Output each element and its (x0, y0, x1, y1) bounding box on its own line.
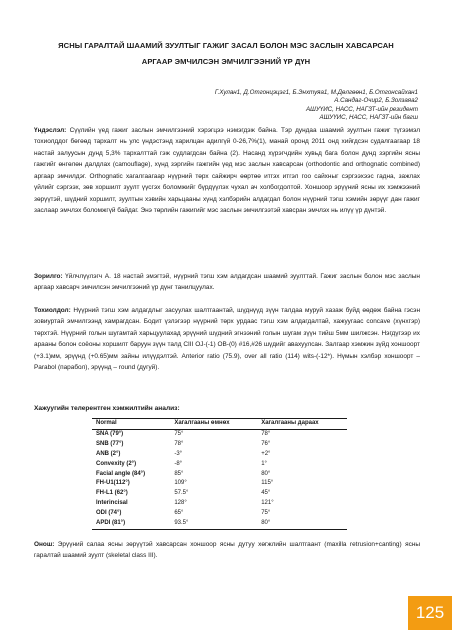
title-line-1: ЯСНЫ ГАРАЛТАЙ ШААМИЙ ЗУУЛТЫГ ГАЖИГ ЗАСАЛ БОЛОН МЭС ЗАСЛЫН ХАВСАРСАН (58, 41, 394, 50)
table-header-before: Хагалгааны өмнөх (170, 419, 257, 430)
case-paragraph (34, 305, 420, 374)
table-cell: 80° (257, 519, 347, 529)
table-row (92, 479, 347, 489)
intro-paragraph (34, 125, 420, 217)
table-cell: Convexity (2°) (96, 460, 137, 467)
table-cell: -8° (174, 460, 183, 467)
table-cell: FH-L1 (62°) (96, 490, 128, 497)
table-cell: APDI (81°) (92, 519, 170, 529)
table-row (92, 509, 347, 519)
table-cell: 57.5° (174, 490, 189, 497)
table-header-normal: Normal (92, 419, 170, 430)
table-header-after: Хагалгааны дараах (257, 419, 347, 430)
table-cell: 80° (261, 470, 271, 477)
table-cell: 78° (261, 430, 271, 437)
page-number-badge (408, 596, 452, 630)
table-cell: SNB (77°) (96, 440, 124, 447)
table-cell: 93.5° (170, 519, 257, 529)
table-cell: 128° (174, 500, 187, 507)
table-row (92, 450, 347, 460)
table-cell: +2° (261, 450, 271, 457)
table-cell: 115° (261, 480, 274, 487)
table-cell: 78° (174, 440, 184, 447)
table-cell: 75° (174, 430, 184, 437)
table-cell: Interincisal (96, 500, 128, 507)
diagnosis-text: Эрүүний салаа ясны зөрүүтэй хавсарсан хоншоор ясны дутуу хөгжлийн шалтгаант (maxilla retrusion+canting) ясны гаралтай шаамий зуулт (skeletal class III). (34, 541, 420, 560)
table-cell: SNA (79°) (96, 430, 124, 437)
author-block (215, 89, 418, 123)
goal-paragraph (34, 271, 420, 294)
table-cell: 75° (261, 510, 271, 517)
table-cell: 85° (174, 470, 184, 477)
table-row (92, 489, 347, 499)
intro-label: Үндэслэл: (34, 127, 67, 134)
author-affiliation-1: АШУҮИС, НАСС, НАГЗТ-ийн резидент (306, 105, 418, 113)
diagnosis-paragraph (34, 539, 420, 562)
table-cell: 1° (261, 460, 267, 467)
table-row (92, 429, 347, 439)
table-cell: 45° (261, 490, 271, 497)
table-cell: 121° (261, 500, 274, 507)
table-cell: -3° (174, 450, 183, 457)
table-row (92, 460, 347, 470)
table-cell: 76° (261, 440, 271, 447)
table-row (92, 470, 347, 480)
table-row (92, 519, 347, 529)
intro-text: Сүүлийн үед гажиг заслын эмчилгээний хэрэгцээ нэмэгдэж байна. Тэр дундаа шаамий зуултын гажиг түгээмэл тохиолддог бөгөөд тархалт нь улс үндэстэнд харилцан адилгүй 0-26,7%(1), манай оронд 2011 онд хийгдсэн судалгаагаар 18 настай залуусын дунд 5,3% тархалттай гэж судлагдсан байна (2). Насанд хүрэгчдийн хувьд бага болон дунд зэргийн ясны гажгийг өнгөлөн далдлах (camouflage), хүнд зэргийн гажгийн үед мэс заслын хавсарсан (orthodontic and orthognatic combined) аргаар эмчилдэг. Orthognatic хагалгаагаар нүүрний төрх сайжирч өөртөө итгэх итгэл гоо сайхныг сэргээхээс гадна, зажлах үйлийг сэргээх, зөв хоршилт зуулт үүсгэх боломжийг бүрдүүлэх чухал ач холбогдолтой. Хоншоор эрүүний ясны их хэмжээний зөрүүтэй, шүдний хоршилт, зуултын хэвийн харьцааны хүнд хэлбэрийн алдагдал болон нүүрний тэгш хэмийн зөрүүг дан гажиг заслаар эмчлэх боломжгүй байдаг. Энэ төрлийн гажигийг мэс заслын эмчилгээтэй хавсран эмчлэх нь илүү үр дүнтэй. (34, 127, 420, 215)
table-heading: Хажуугийн телерентген хэмжилтийн анализ: (34, 405, 180, 412)
table-cell: 109° (174, 480, 187, 487)
goal-label: Зорилго: (34, 273, 63, 280)
cephalometric-table (92, 418, 347, 530)
page-number: 125 (415, 603, 445, 622)
table-cell: ODI (74°) (96, 510, 122, 517)
case-label: Тохиолдол: (34, 307, 71, 314)
author-line-2: А.Сандаг-Очир2, Б.Золзаяа2 (334, 97, 418, 105)
table-row (92, 440, 347, 450)
case-text: Нүүрний тэгш хэм алдагдлыг засуулах шалтгаантай, шүднүүд зүүн талдаа муруй хазаж буйд өөдөж байна гэсэн зовиуртай эмчилгээнд хамрагдсан. Бодит үзлэгээр нүүрний төрх урдаас тэгш хэм алдагдалтай, хажуугаас concave (хүнхгэр) төрхтэй. Нүүрний голын шугамтай харьцуулахад эрүүний шүдний эгнээний голын шугам зүүн тийш 5мм шилжсэн. Нэгдүгээр их арааны болон соёоны хоршилт баруун зүүн талд CIII OJ-(-1) OB-(0) #16,#26 шүдийг авахуулсан. Залгаар хэмжин зүйд хоншоорт (+3.1)мм, эрүүнд (+0.65)мм зайны илүүдэлтэй. Anterior ratio (75.9), over all ratio (114) wits-(-12*). Нүмын хэлбэр хоншоорт –Parabol (парабол), эрүүнд – round (дугуй). (34, 307, 420, 372)
goal-text: Үйлчлүүлэгч А. 18 настай эмэгтэй, нүүрний тэгш хэм алдагдсан шаамий зуулттай. Гажиг заслын болон мэс заслын аргаар хавсарч эмчилсэн эмчилгээний үр дүнг танилцуулах. (34, 273, 420, 292)
table-cell: 65° (174, 510, 184, 517)
table-header-row (92, 419, 347, 430)
title-line-2: АРГААР ЭМЧИЛСЭН ЭМЧИЛГЭЭНИЙ ҮР ДҮН (141, 57, 311, 66)
author-line-1: Г.Хулан1, Д.Отгонцэцэг1, Б.Энхтуяа1, М.Дөлгөөн1, Б.Отгонсайхан1 (214, 89, 418, 96)
table-row (92, 499, 347, 509)
table-cell: FH-U1(112°) (96, 480, 130, 487)
table-cell: ANB (2°) (96, 450, 121, 457)
diagnosis-label: Онош: (34, 541, 55, 548)
author-affiliation-2: АШУҮИС, НАСС, НАГЗТ-ийн багш (319, 114, 418, 122)
table-cell: Facial angle (84°) (96, 470, 146, 477)
